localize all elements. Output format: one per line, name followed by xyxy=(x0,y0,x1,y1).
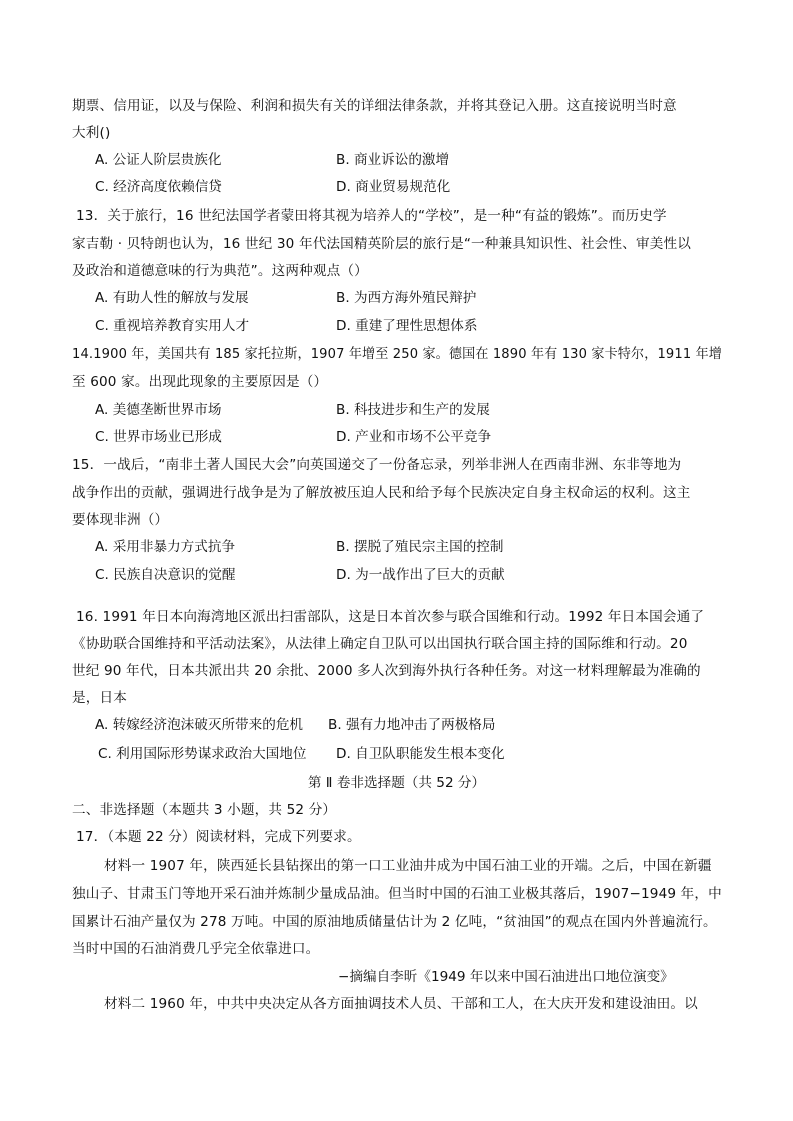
q13-option-b: B. 为西方海外殖民辩护 xyxy=(336,290,477,306)
q15-option-a: A. 采用非暴力方式抗争 xyxy=(95,539,236,555)
q16-stem-line: 16. 1991 年日本向海湾地区派出扫雷部队，这是日本首次参与联合国维和行动。1992 年日本国会通了 xyxy=(76,609,705,625)
q14-stem-line: 14.1900 年，美国共有 185 家托拉斯，1907 年增至 250 家。德国在 1890 年有 130 家卡特尔，1911 年增 xyxy=(72,346,723,362)
material1-source: −摘编自李昕《1949 年以来中国石油进出口地位演变》 xyxy=(338,969,674,985)
q15-stem-line: 要体现非洲（） xyxy=(72,512,169,528)
q12-option-b: B. 商业诉讼的激增 xyxy=(336,152,450,168)
q14-option-a: A. 美德垄断世界市场 xyxy=(95,402,222,418)
q16-stem-line: 世纪 90 年代，日本共派出共 20 余批、2000 多人次到海外执行各种任务。对这一材料理解最为准确的 xyxy=(72,663,701,679)
q14-stem-line: 至 600 家。出现此现象的主要原因是（） xyxy=(72,374,328,390)
material1-line: 独山子、甘肃玉门等地开采石油并炼制少量成品油。但当时中国的石油工业极其落后，1907−1949 年，中 xyxy=(72,886,722,902)
q16-option-d: D. 自卫队职能发生根本变化 xyxy=(336,746,505,762)
q15-stem-line: 战争作出的贡献，强调进行战争是为了解放被压迫人民和给予每个民族决定自身主权命运的权利。这主 xyxy=(72,485,691,501)
q13-option-a: A. 有助人性的解放与发展 xyxy=(95,290,249,306)
q12-option-a: A. 公证人阶层贵族化 xyxy=(95,152,222,168)
q15-option-c: C. 民族自决意识的觉醒 xyxy=(95,567,236,583)
q12-option-c: C. 经济高度依赖信贷 xyxy=(95,179,222,195)
q14-option-c: C. 世界市场业已形成 xyxy=(95,429,222,445)
q12-option-d: D. 商业贸易规范化 xyxy=(336,179,451,195)
q16-option-b: B. 强有力地冲击了两极格局 xyxy=(328,717,496,733)
q15-option-d: D. 为一战作出了巨大的贡献 xyxy=(336,567,505,583)
material2-line: 材料二 1960 年，中共中央决定从各方面抽调技术人员、干部和工人，在大庆开发和建设油田。以 xyxy=(104,996,698,1012)
material1-line: 当时中国的石油消费几乎完全依靠进口。 xyxy=(72,941,320,957)
q12-stem-line: 期票、信用证，以及与保险、利润和损失有关的详细法律条款，并将其登记入册。这直接说明当时意 xyxy=(72,98,677,114)
q13-option-d: D. 重建了理性思想体系 xyxy=(336,318,478,334)
q14-option-d: D. 产业和市场不公平竞争 xyxy=(336,429,492,445)
section-heading: 二、非选择题（本题共 3 小题，共 52 分） xyxy=(72,802,337,818)
q15-option-b: B. 摆脱了殖民宗主国的控制 xyxy=(336,539,504,555)
q13-stem-line: 13．关于旅行，16 世纪法国学者蒙田将其视为培养人的“学校”，是一种“有益的锻炼”。而历史学 xyxy=(76,208,667,224)
q15-stem-line: 15．一战后，“南非土著人国民大会”向英国递交了一份备忘录，列举非洲人在西南非洲、东非等地为 xyxy=(72,457,682,473)
material1-line: 材料一 1907 年，陕西延长县钻探出的第一口工业油井成为中国石油工业的开端。之后，中国在新疆 xyxy=(104,858,712,874)
q13-stem-line: 家吉勒 · 贝特朗也认为，16 世纪 30 年代法国精英阶层的旅行是“一种兼具知识性、社会性、审美性以 xyxy=(72,236,691,252)
q12-stem-line: 大利() xyxy=(72,125,111,141)
material1-line: 国累计石油产量仅为 278 万吨。中国的原油地质储量估计为 2 亿吨，“贫油国”的观点在国内外普遍流行。 xyxy=(72,914,717,930)
q13-option-c: C. 重视培养教育实用人才 xyxy=(95,318,250,334)
part2-title: 第 Ⅱ 卷非选择题（共 52 分） xyxy=(307,775,486,791)
q14-option-b: B. 科技进步和生产的发展 xyxy=(336,402,490,418)
q13-stem-line: 及政治和道德意味的行为典范”。这两种观点（） xyxy=(72,263,368,279)
q16-stem-line: 是，日本 xyxy=(72,690,127,706)
q16-option-a: A. 转嫁经济泡沫破灭所带来的危机 xyxy=(95,717,304,733)
q16-stem-line: 《协助联合国维持和平活动法案》，从法律上确定自卫队可以出国执行联合国主持的国际维和行动。20 xyxy=(72,636,688,652)
q16-option-c: C. 利用国际形势谋求政治大国地位 xyxy=(98,746,307,762)
q17-heading: 17．（本题 22 分）阅读材料，完成下列要求。 xyxy=(76,829,361,845)
